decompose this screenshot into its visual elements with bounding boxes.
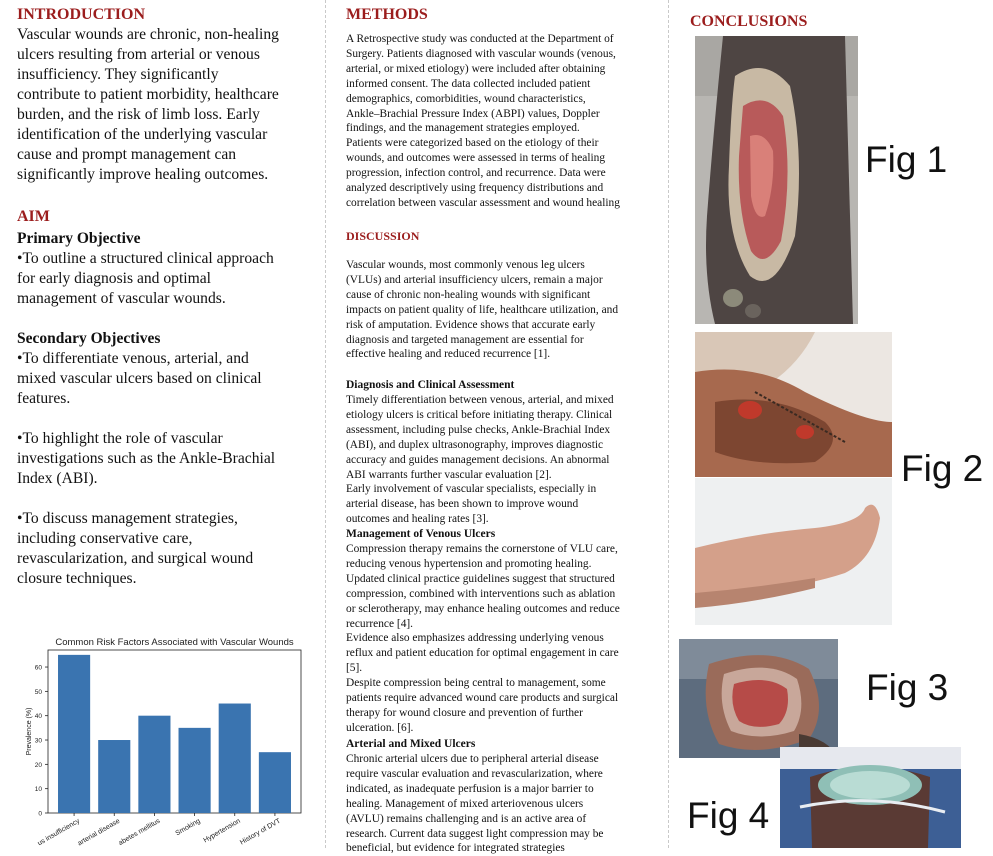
secondary-objective-3 xyxy=(17,509,317,589)
discussion-text xyxy=(346,258,656,362)
text-line: Evidence also emphasizes addressing underlying venous xyxy=(346,632,604,645)
risk-factor-chart xyxy=(0,632,320,848)
text-line: research. Current data suggest light compression may be xyxy=(346,827,604,840)
arterial-ulcers-heading: Arterial and Mixed Ulcers xyxy=(346,738,476,750)
text-line: reducing venous hypertension and promoting healing. xyxy=(346,557,592,570)
text-line: for early diagnosis and optimal xyxy=(17,270,212,287)
fig2-photo-before xyxy=(695,332,892,477)
text-line: beneficial, but evidence for integrated strategies xyxy=(346,842,565,855)
y-tick-label: 40 xyxy=(34,713,42,721)
text-line: therapy for wound closure and prevention of further xyxy=(346,706,583,719)
text-line: demographics, comorbidities, wound characteristics, xyxy=(346,92,586,105)
text-line: •To differentiate venous, arterial, and xyxy=(17,350,249,367)
middle-column xyxy=(346,0,656,855)
y-tick-label: 10 xyxy=(34,786,42,794)
column-divider-1 xyxy=(325,0,326,848)
aim-heading: AIM xyxy=(17,208,50,225)
text-line: impacts on patient quality of life, healthcare utilization, and xyxy=(346,303,619,316)
text-line: insufficiency. They significantly xyxy=(17,66,219,83)
methods-heading: METHODS xyxy=(346,6,428,23)
text-line: assessment, including pulse checks, Ankle-Brachial Index xyxy=(346,423,611,436)
primary-objective-heading: Primary Objective xyxy=(17,230,141,247)
venous-ulcers-text xyxy=(346,542,656,736)
text-line: indicated, as inadequate perfusion is a major barrier to xyxy=(346,782,594,795)
text-line: outcomes and healing rates [3]. xyxy=(346,513,489,526)
y-tick-label: 50 xyxy=(34,688,42,696)
text-line: etiology ulcers is critical before initiating therapy. Clinical xyxy=(346,408,613,421)
text-line: patients require advanced wound care products and surgical xyxy=(346,692,619,705)
fig3-label: Fig 3 xyxy=(866,667,949,708)
primary-objective-text xyxy=(17,249,317,309)
secondary-objectives-heading: Secondary Objectives xyxy=(17,330,161,347)
text-line: burden, and the risk of limb loss. Early xyxy=(17,106,260,123)
text-line: Ankle–Brachial Pressure Index (ABPI) values, Doppler xyxy=(346,107,600,120)
bar-hypertension xyxy=(219,704,251,813)
x-tick-label: abetes mellitus xyxy=(117,817,162,848)
text-line: A Retrospective study was conducted at the Department of xyxy=(346,33,614,45)
text-line: •To highlight the role of vascular xyxy=(17,430,223,447)
text-line: informed consent. The data collected included patient xyxy=(346,77,591,90)
y-tick-label: 0 xyxy=(38,810,42,818)
diagnosis-text xyxy=(346,393,656,527)
text-line: cause and prompt management can xyxy=(17,146,237,163)
text-line: compression, combined with interventions such as ablation xyxy=(346,587,616,600)
text-line: mixed vascular ulcers based on clinical xyxy=(17,370,262,387)
text-line: cause of chronic non-healing wounds with significant xyxy=(346,288,591,301)
text-line: Despite compression being central to management, some xyxy=(346,677,606,690)
text-line: significantly improve healing outcomes. xyxy=(17,166,269,183)
text-line: Early involvement of vascular specialists, especially in xyxy=(346,483,597,496)
fig4-photo xyxy=(780,747,961,848)
chart-title: Common Risk Factors Associated with Vascular Wounds xyxy=(55,637,294,648)
text-line: Vascular wounds, most commonly venous leg ulcers xyxy=(346,259,585,271)
bar-venous-insufficiency xyxy=(58,655,90,813)
text-line: Vascular wounds are chronic, non-healing xyxy=(17,26,279,43)
text-line: recurrence [4]. xyxy=(346,617,414,630)
text-line: analyzed descriptively using frequency distributions and xyxy=(346,182,604,195)
text-line: Compression therapy remains the cornerstone of VLU care, xyxy=(346,543,618,555)
text-line: or sclerotherapy, may enhance healing outcomes and reduce xyxy=(346,602,620,615)
text-line: management of vascular wounds. xyxy=(17,290,226,307)
bar-arterial-disease xyxy=(98,740,130,813)
fig2-label: Fig 2 xyxy=(901,448,984,489)
text-line: diagnosis and targeted management are essential for xyxy=(346,333,584,346)
methods-text xyxy=(346,32,656,211)
text-line: (AVLU) remains challenging and is an active area of xyxy=(346,812,587,825)
fig2-photo-after xyxy=(695,478,892,625)
diagnosis-heading: Diagnosis and Clinical Assessment xyxy=(346,379,515,391)
secondary-objective-1 xyxy=(17,349,317,409)
fig4-label: Fig 4 xyxy=(687,795,770,836)
text-line: Updated clinical practice guidelines suggest that structured xyxy=(346,572,615,585)
text-line: ulceration. [6]. xyxy=(346,721,414,734)
text-line: investigations such as the Ankle-Brachial xyxy=(17,450,276,467)
introduction-heading: INTRODUCTION xyxy=(17,6,146,23)
text-line: accuracy and guides management decisions. An abnormal xyxy=(346,453,610,466)
venous-ulcers-heading: Management of Venous Ulcers xyxy=(346,528,496,540)
text-line: •To discuss management strategies, xyxy=(17,510,238,527)
column-divider-2 xyxy=(668,0,669,848)
text-line: Chronic arterial ulcers due to peripheral arterial disease xyxy=(346,753,599,765)
text-line: effective healing and reduced recurrence [1]. xyxy=(346,348,551,361)
text-line: revascularization, and surgical wound xyxy=(17,550,254,567)
x-tick-label: Hypertension xyxy=(202,817,242,845)
text-line: correlation between vascular assessment and wound healing xyxy=(346,196,620,209)
text-line: •To outline a structured clinical approach xyxy=(17,250,274,267)
text-line: [5]. xyxy=(346,662,363,675)
text-line: (ABI), and duplex ultrasonography, improves diagnostic xyxy=(346,438,604,451)
conclusions-heading: CONCLUSIONS xyxy=(690,13,808,30)
x-tick-label: arterial disease xyxy=(76,817,122,848)
secondary-objective-2 xyxy=(17,429,317,489)
text-line: arterial, or mixed etiology) were included after obtaining xyxy=(346,62,606,75)
text-line: including conservative care, xyxy=(17,530,193,547)
text-line: Surgery. Patients diagnosed with vascular wounds (venous, xyxy=(346,47,616,60)
bar-history-of-dvt xyxy=(259,752,291,813)
bar-smoking xyxy=(179,728,211,813)
fig1-label: Fig 1 xyxy=(865,139,948,180)
text-line: risk of amputation. Evidence shows that accurate early xyxy=(346,318,596,331)
x-tick-label: us insufficiency xyxy=(36,817,82,848)
text-line: reflux and patient education for optimal engagement in care xyxy=(346,647,619,660)
text-line: wounds, and outcomes were assessed in terms of healing xyxy=(346,152,606,165)
arterial-ulcers-text xyxy=(346,752,656,856)
y-tick-label: 30 xyxy=(34,737,42,745)
text-line: Patients were categorized based on the etiology of their xyxy=(346,137,599,150)
text-line: (VLUs) and arterial insufficiency ulcers, remain a major xyxy=(346,273,603,286)
text-line: healing. Management of mixed arteriovenous ulcers xyxy=(346,797,584,810)
fig3-photo xyxy=(679,639,838,758)
x-tick-label: Smoking xyxy=(174,817,202,838)
text-line: Timely differentiation between venous, arterial, and mixed xyxy=(346,394,614,406)
introduction-text xyxy=(17,25,317,185)
text-line: contribute to patient morbidity, healthcare xyxy=(17,86,279,103)
text-line: features. xyxy=(17,390,71,407)
fig1-photo xyxy=(695,36,858,324)
text-line: progression, infection control, and recurrence. Data were xyxy=(346,167,606,180)
text-line: ulcers resulting from arterial or venous xyxy=(17,46,260,63)
discussion-heading: DISCUSSION xyxy=(346,229,420,243)
bar-diabetes-mellitus xyxy=(138,716,170,813)
text-line: arterial disease, has been shown to improve wound xyxy=(346,498,579,511)
text-line: findings, and the management strategies employed. xyxy=(346,122,580,135)
text-line: Index (ABI). xyxy=(17,470,98,487)
text-line: ABI warrants further vascular evaluation [2]. xyxy=(346,468,552,481)
x-tick-label: History of DVT xyxy=(238,817,282,847)
y-axis-label: Prevalence (%) xyxy=(26,707,33,756)
text-line: identification of the underlying vascular xyxy=(17,126,268,143)
text-line: require vascular evaluation and revascularization, where xyxy=(346,767,603,780)
y-tick-label: 20 xyxy=(34,761,42,769)
text-line: closure techniques. xyxy=(17,570,137,587)
y-tick-label: 60 xyxy=(34,664,42,672)
